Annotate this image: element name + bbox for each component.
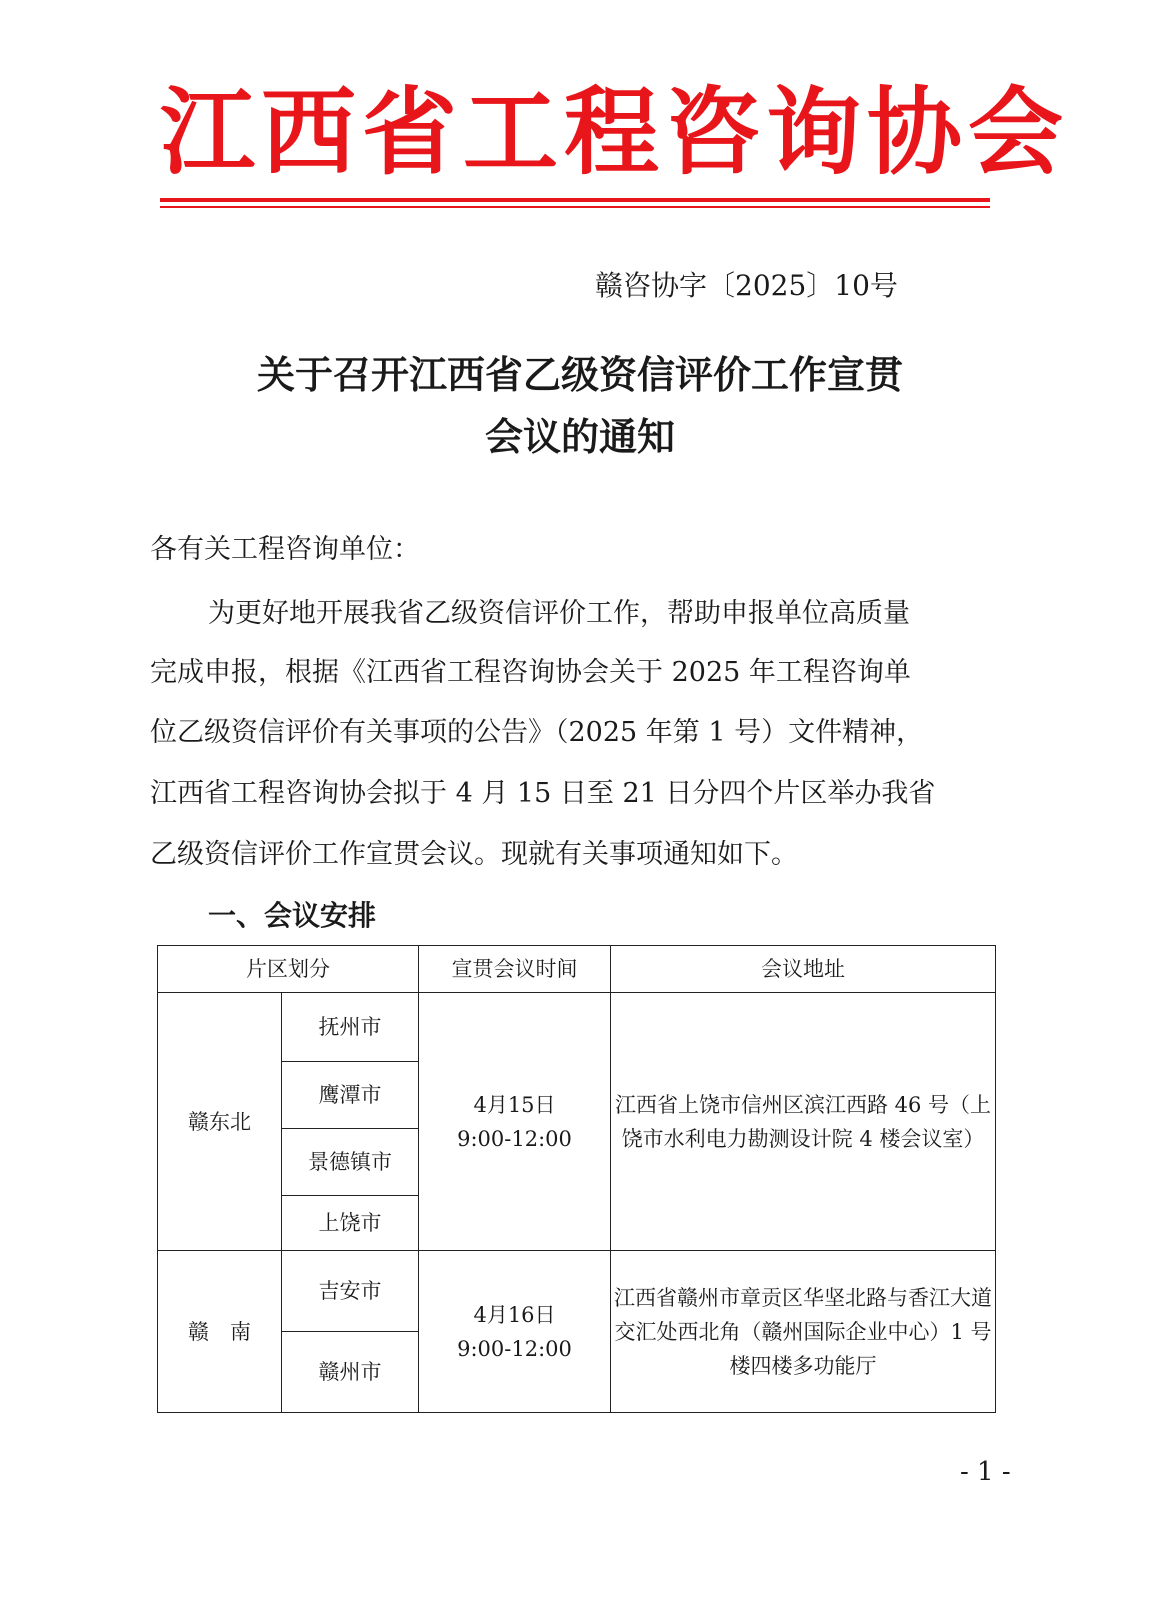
- meeting-schedule-table: [157, 945, 996, 1413]
- region-name: 赣 南: [158, 1251, 282, 1413]
- meeting-address: 江西省赣州市章贡区华坚北路与香江大道交汇处西北角（赣州国际企业中心）1 号楼四楼多功能厅: [611, 1251, 996, 1413]
- meeting-address: 江西省上饶市信州区滨江西路 46 号（上饶市水利电力勘测设计院 4 楼会议室）: [611, 993, 996, 1251]
- body-line-2: 完成申报，根据《江西省工程咨询协会关于 2025 年工程咨询单: [150, 657, 911, 688]
- table-header-row: [158, 946, 996, 993]
- body-line-1: 为更好地开展我省乙级资信评价工作，帮助申报单位高质量: [208, 598, 910, 629]
- body-line-4: 江西省工程咨询协会拟于 4 月 15 日至 21 日分四个片区举办我省: [150, 778, 936, 809]
- table-row: [158, 993, 996, 1062]
- org-letterhead-title: 江西省工程咨询协会: [160, 77, 1070, 188]
- body-line-3: 位乙级资信评价有关事项的公告》（2025 年第 1 号）文件精神，: [150, 717, 924, 748]
- region-name: 赣东北: [158, 993, 282, 1251]
- letterhead-rule-thin: [160, 206, 990, 208]
- header-meeting-address: 会议地址: [611, 946, 996, 993]
- header-region: 片区划分: [158, 946, 419, 993]
- meeting-date: 4月16日: [473, 1302, 556, 1327]
- city-cell: 赣州市: [282, 1332, 419, 1413]
- table-row: [158, 1251, 996, 1332]
- document-title-line-1: 关于召开江西省乙级资信评价工作宣贯: [256, 353, 903, 397]
- city-cell: 上饶市: [282, 1196, 419, 1251]
- meeting-time: 9:00-12:00: [457, 1336, 572, 1361]
- meeting-time: 9:00-12:00: [457, 1126, 572, 1151]
- city-cell: 吉安市: [282, 1251, 419, 1332]
- letterhead-rule-thick: [160, 198, 990, 202]
- section-heading-meeting-arrangement: 一、会议安排: [208, 899, 377, 932]
- salutation: 各有关工程咨询单位：: [150, 534, 420, 565]
- document-title-line-2: 会议的通知: [484, 415, 675, 459]
- meeting-time-cell: [419, 993, 611, 1251]
- header-meeting-time: 宣贯会议时间: [419, 946, 611, 993]
- meeting-date: 4月15日: [473, 1092, 556, 1117]
- meeting-time-cell: [419, 1251, 611, 1413]
- body-line-5: 乙级资信评价工作宣贯会议。现就有关事项通知如下。: [150, 839, 798, 870]
- city-cell: 景德镇市: [282, 1129, 419, 1196]
- city-cell: 鹰潭市: [282, 1062, 419, 1129]
- city-cell: 抚州市: [282, 993, 419, 1062]
- document-number: 赣咨协字〔2025〕10号: [595, 269, 898, 302]
- page-number: - 1 -: [960, 1457, 1011, 1487]
